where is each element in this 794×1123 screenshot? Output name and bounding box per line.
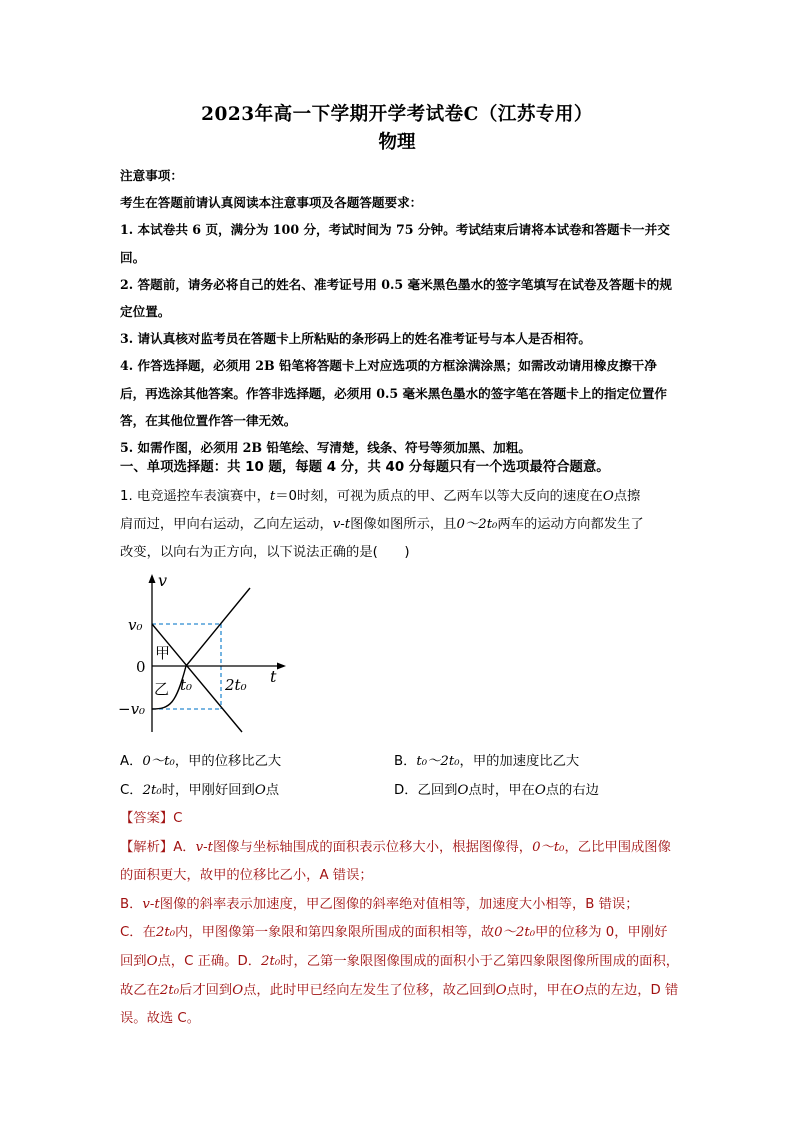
t0-label: t₀ xyxy=(180,676,193,694)
notes-block xyxy=(120,162,680,461)
option-d-prefix: D． xyxy=(394,783,418,798)
time-range: 0～2t₀ xyxy=(494,925,536,941)
yi-label: 乙 xyxy=(154,680,170,698)
jia-label: 甲 xyxy=(155,644,171,662)
symbol-o: O xyxy=(457,783,469,798)
question-line-2 xyxy=(120,511,680,539)
notes-item-2: 2. 答题前，请务必将自己的姓名、准考证号用 0.5 毫米黑色墨水的签字笔填写在试卷及答题卡的规定位置。 xyxy=(120,276,672,320)
analysis-text: 后才回到 xyxy=(179,982,233,998)
v-axis-arrow xyxy=(149,574,156,583)
time-value: 2t₀ xyxy=(261,953,281,969)
notes-item-1: 1. 本试卷共 6 页，满分为 100 分，考试时间为 75 分钟。考试结束后请将本试卷和答题卡一并交回。 xyxy=(120,222,670,265)
question-text: 点擦 xyxy=(613,489,641,504)
question-line-3: 改变，以向右为正方向，以下说法正确的是( ) xyxy=(120,545,410,560)
option-d-text: 点的右边 xyxy=(545,783,599,798)
answer-label: 【答案】C xyxy=(120,811,183,826)
analysis-text: C．在 xyxy=(120,925,156,941)
option-a-range: 0～t₀ xyxy=(142,754,175,769)
analysis-text: 点，C 正确。D． xyxy=(157,953,262,969)
option-b-range: t₀～2t₀ xyxy=(416,754,460,769)
symbol-o: O xyxy=(254,783,266,798)
notes-intro: 考生在答题前请认真阅读本注意事项及各题答题要求： xyxy=(120,195,423,211)
symbol-vt: v-t xyxy=(142,896,160,912)
options-block xyxy=(120,747,680,805)
question-text: 图像如图所示，且 xyxy=(350,517,457,532)
analysis-text: 点的左边，D 错误。故选 C。 xyxy=(120,982,679,1027)
analysis-text: 图像的斜率表示加速度，甲乙图像的斜率绝对值相等，加速度大小相等，B 错误； xyxy=(159,896,639,912)
option-c-prefix: C． xyxy=(120,783,143,798)
question-text: 肩而过，甲向右运动，乙向左运动， xyxy=(120,517,333,532)
time-value: 2t₀ xyxy=(155,925,176,941)
symbol-vt: v-t xyxy=(332,517,351,532)
analysis-label: 【解析】 xyxy=(120,839,174,855)
analysis-paragraph-2 xyxy=(120,891,680,920)
v0-label: v₀ xyxy=(128,616,143,634)
symbol-o: O xyxy=(534,783,546,798)
neg-v0-label: −v₀ xyxy=(118,700,146,718)
time-value: 2t₀ xyxy=(159,982,180,998)
subject-title: 物理 xyxy=(378,132,416,153)
analysis-text: 时，乙第一象限图像围成的面积小于乙第四象限图像所围成的面积，故乙在 xyxy=(120,953,680,998)
option-a-prefix: A． xyxy=(120,754,143,769)
time-range: 0～2t₀ xyxy=(456,517,498,532)
vt-graph xyxy=(118,572,288,744)
notes-item-3: 3. 请认真核对监考员在答题卡上所粘贴的条形码上的姓名准考证号与本人是否相符。 xyxy=(120,331,591,347)
t-axis-arrow xyxy=(277,663,286,670)
option-c-text: 点 xyxy=(265,783,280,798)
options-row-1 xyxy=(120,747,680,776)
symbol-o: O xyxy=(602,489,614,504)
option-d[interactable] xyxy=(394,776,668,805)
notes-item-4: 4. 作答选择题，必须用 2B 铅笔将答题卡上对应选项的方框涂满涂黑；如需改动请用橡皮擦干净后，再选涂其他答案。作答非选择题，必须用 0.5 毫米黑色墨水的签字笔在答题卡上的指定位置作答，在其他位置作答一律无效。 xyxy=(120,358,668,428)
section-heading: 一、单项选择题：共 10 题，每题 4 分，共 40 分每题只有一个选项最符合题意。 xyxy=(120,460,610,475)
analysis-text: 图像与坐标轴围成的面积表示位移大小，根据图像得， xyxy=(212,839,533,855)
analysis-text: 点时，甲在 xyxy=(506,982,574,998)
option-c[interactable] xyxy=(120,776,394,805)
option-c-time: 2t₀ xyxy=(142,783,162,798)
question-text: ＝0时刻，可视为质点的甲、乙两车以等大反向的速度在 xyxy=(275,489,603,504)
notes-item-5: 5. 如需作图，必须用 2B 铅笔绘、写清楚，线条、符号等须加黑、加粗。 xyxy=(120,440,531,456)
option-a[interactable] xyxy=(120,747,394,776)
question-line-1 xyxy=(120,483,680,511)
question-text: 电竞遥控车表演赛中， xyxy=(136,489,270,504)
question-1 xyxy=(120,483,680,567)
analysis-text: A． xyxy=(173,839,196,855)
symbol-vt: v-t xyxy=(195,839,213,855)
option-b-prefix: B． xyxy=(394,754,417,769)
notes-heading: 注意事项： xyxy=(120,168,183,183)
v-axis-label: v xyxy=(158,572,168,590)
option-a-text: ，甲的位移比乙大 xyxy=(174,754,282,769)
symbol-t: t xyxy=(269,489,276,504)
analysis-paragraph-3 xyxy=(120,919,680,1033)
page-title: 2023年高一下学期开学考试卷C（江苏专用） xyxy=(201,104,593,125)
analysis-text: 甲的位移为 0，甲刚好回到 xyxy=(120,925,668,969)
answer-block xyxy=(120,805,680,1034)
origin-label: 0 xyxy=(136,658,146,676)
option-c-text: 时，甲刚好回到 xyxy=(161,783,255,798)
question-text: 两车的运动方向都发生了 xyxy=(497,517,644,532)
option-b-text: ，甲的加速度比乙大 xyxy=(459,754,580,769)
symbol-o: O xyxy=(146,953,158,969)
symbol-o: O xyxy=(573,982,585,998)
option-d-text: 乙回到 xyxy=(417,783,458,798)
analysis-text: ，乙比甲围成图像的面积更大，故甲的位移比乙小，A 错误； xyxy=(120,839,671,884)
option-d-text: 点时，甲在 xyxy=(468,783,535,798)
options-row-2 xyxy=(120,776,680,805)
question-number: 1. xyxy=(120,489,133,504)
symbol-o: O xyxy=(495,982,507,998)
time-range: 0～t₀ xyxy=(532,839,565,855)
analysis-text: 内，甲图像第一象限和第四象限所围成的面积相等，故 xyxy=(175,925,495,941)
symbol-o: O xyxy=(232,982,244,998)
t-axis-label: t xyxy=(270,667,277,686)
2t0-label: 2t₀ xyxy=(225,676,247,694)
analysis-paragraph-1 xyxy=(120,834,680,891)
analysis-text: 点，此时甲已经向左发生了位移，故乙回到 xyxy=(243,982,496,998)
option-b[interactable] xyxy=(394,747,668,776)
analysis-text: B． xyxy=(120,896,143,912)
